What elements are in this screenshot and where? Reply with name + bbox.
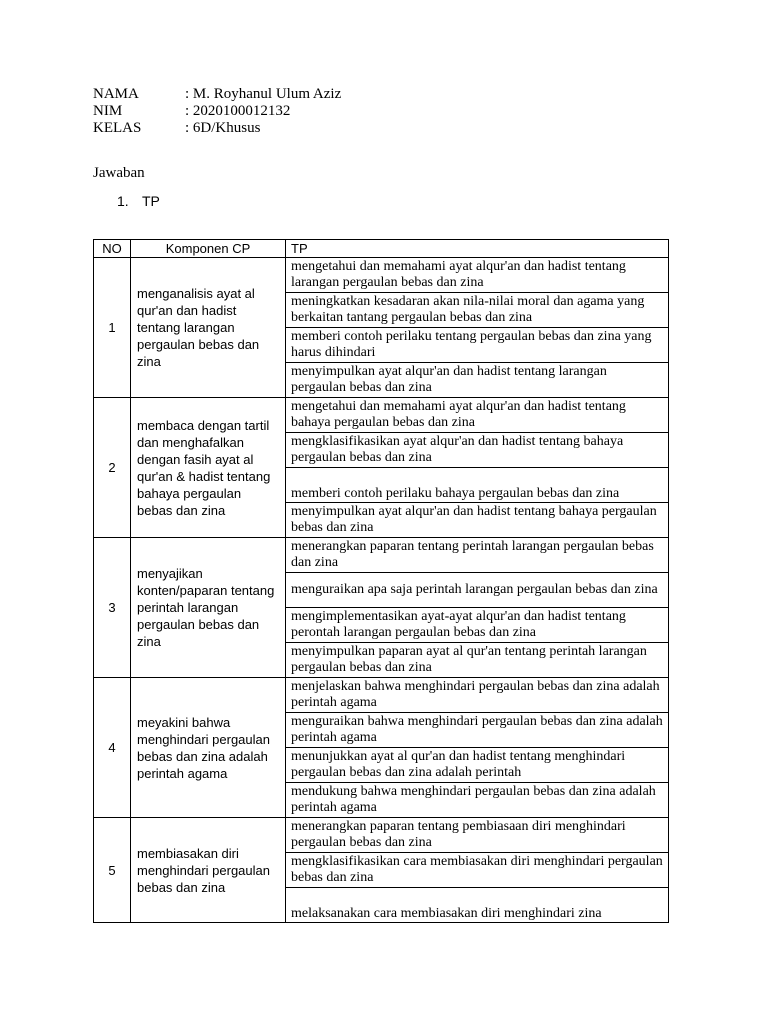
tp-cell: mengimplementasikan ayat-ayat alqur'an dan hadist tentang perontah larangan pergaulan bebas dan zina <box>286 608 669 643</box>
tp-cell: mengetahui dan memahami ayat alqur'an dan hadist tentang larangan pergaulan bebas dan zina <box>286 258 669 293</box>
nim-value: : 2020100012132 <box>185 103 291 119</box>
row-number: 3 <box>94 538 131 678</box>
tp-cell: mengklasifikasikan ayat alqur'an dan hadist tentang bahaya pergaulan bebas dan zina <box>286 433 669 468</box>
kelas-label: KELAS <box>93 120 142 136</box>
tp-cell: mengklasifikasikan cara membiasakan diri menghindari pergaulan bebas dan zina <box>286 853 669 888</box>
tp-cell: menyimpulkan ayat alqur'an dan hadist tentang bahaya pergaulan bebas dan zina <box>286 503 669 538</box>
tp-cell: menerangkan paparan tentang perintah larangan pergaulan bebas dan zina <box>286 538 669 573</box>
cp-cell: membaca dengan tartil dan menghafalkan dengan fasih ayat al qur'an & hadist tentang bahaya pergaulan bebas dan zina <box>131 398 286 538</box>
student-info <box>93 86 341 137</box>
row-number: 5 <box>94 818 131 923</box>
header-komponen-cp: Komponen CP <box>131 240 286 258</box>
list-number: 1. <box>117 193 129 209</box>
tp-cell: menguraikan bahwa menghindari pergaulan bebas dan zina adalah perintah agama <box>286 713 669 748</box>
nim-row <box>93 103 341 120</box>
row-number: 2 <box>94 398 131 538</box>
section-title: Jawaban <box>93 165 145 181</box>
list-item <box>117 193 160 209</box>
cp-cell: meyakini bahwa menghindari pergaulan bebas dan zina adalah perintah agama <box>131 678 286 818</box>
tp-cell: menunjukkan ayat al qur'an dan hadist tentang menghindari pergaulan bebas dan zina adalah perintah <box>286 748 669 783</box>
table-header-row <box>94 240 669 258</box>
kelas-value: : 6D/Khusus <box>185 120 261 136</box>
tp-cell: mendukung bahwa menghindari pergaulan bebas dan zina adalah perintah agama <box>286 783 669 818</box>
cp-cell: menyajikan konten/paparan tentang perintah larangan pergaulan bebas dan zina <box>131 538 286 678</box>
table-row <box>94 538 669 573</box>
cp-cell: menganalisis ayat al qur'an dan hadist tentang larangan pergaulan bebas dan zina <box>131 258 286 398</box>
tp-cell: memberi contoh perilaku bahaya pergaulan bebas dan zina <box>286 468 669 503</box>
tp-cell: menyimpulkan ayat alqur'an dan hadist tentang larangan pergaulan bebas dan zina <box>286 363 669 398</box>
table-row <box>94 678 669 713</box>
tp-cell: melaksanakan cara membiasakan diri menghindari zina <box>286 888 669 923</box>
cp-cell: membiasakan diri menghindari pergaulan bebas dan zina <box>131 818 286 923</box>
header-tp: TP <box>286 240 669 258</box>
list-text: TP <box>142 193 160 209</box>
nim-label: NIM <box>93 103 123 119</box>
tp-cell: menerangkan paparan tentang pembiasaan diri menghindari pergaulan bebas dan zina <box>286 818 669 853</box>
tp-cell: menguraikan apa saja perintah larangan pergaulan bebas dan zina <box>286 573 669 608</box>
table-row <box>94 258 669 293</box>
tp-cell: menyimpulkan paparan ayat al qur'an tentang perintah larangan pergaulan bebas dan zina <box>286 643 669 678</box>
tp-cell: menjelaskan bahwa menghindari pergaulan bebas dan zina adalah perintah agama <box>286 678 669 713</box>
tp-cell: memberi contoh perilaku tentang pergaulan bebas dan zina yang harus dihindari <box>286 328 669 363</box>
kelas-row <box>93 120 341 137</box>
tp-cell: mengetahui dan memahami ayat alqur'an dan hadist tentang bahaya pergaulan bebas dan zina <box>286 398 669 433</box>
tp-table <box>93 239 669 923</box>
nama-label: NAMA <box>93 86 139 102</box>
row-number: 1 <box>94 258 131 398</box>
nama-value: : M. Royhanul Ulum Aziz <box>185 86 342 102</box>
table-row <box>94 398 669 433</box>
tp-cell: meningkatkan kesadaran akan nila-nilai moral dan agama yang berkaitan tantang pergaulan bebas dan zina <box>286 293 669 328</box>
table-row <box>94 818 669 853</box>
nama-row <box>93 86 341 103</box>
header-no: NO <box>94 240 131 258</box>
row-number: 4 <box>94 678 131 818</box>
